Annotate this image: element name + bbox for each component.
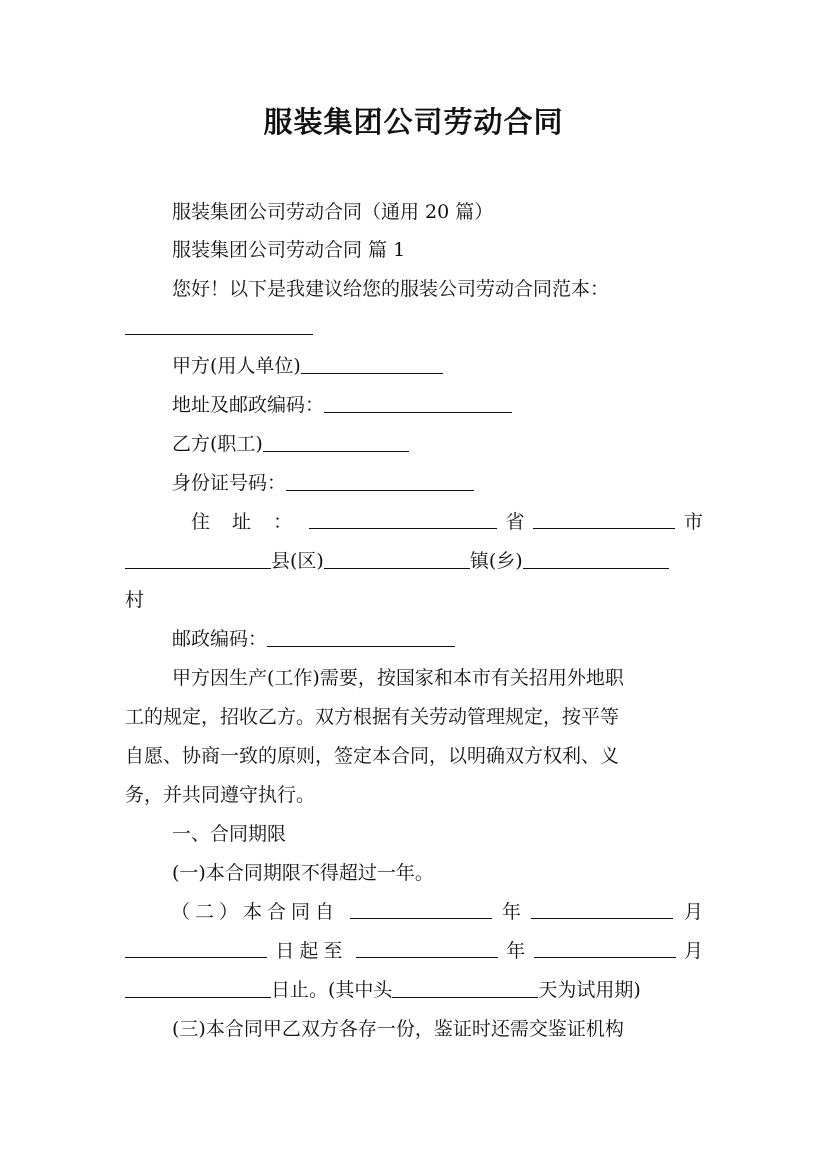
party-b-field[interactable] xyxy=(263,433,409,452)
paragraph-line: 务，并共同遵守执行。 xyxy=(125,784,316,806)
year-label: 年 xyxy=(506,940,526,962)
postcode-field[interactable] xyxy=(267,628,455,647)
document-title: 服装集团公司劳动合同 xyxy=(263,105,564,139)
id-number-field[interactable] xyxy=(286,472,474,491)
party-a-row xyxy=(172,354,703,378)
province-label: 省 xyxy=(505,511,525,533)
term-three: (三)本合同甲乙双方各存一份，鉴证时还需交鉴证机构 xyxy=(172,1018,624,1040)
intro-blank xyxy=(125,315,703,339)
section-title: 服装集团公司劳动合同 篇 1 xyxy=(172,239,406,261)
county-label: 县(区) xyxy=(271,550,324,572)
town-label: 镇(乡) xyxy=(469,550,523,572)
address-post-label: 地址及邮政编码： xyxy=(172,394,325,416)
start-month-field[interactable] xyxy=(531,900,673,919)
year-label: 年 xyxy=(501,901,521,923)
residence-label: 住 址 ： xyxy=(191,511,301,533)
county-field[interactable] xyxy=(125,550,271,569)
town-field[interactable] xyxy=(324,550,470,569)
term-two-row xyxy=(125,900,703,924)
trial-row xyxy=(125,978,703,1002)
trial-label: 天为试用期) xyxy=(538,979,641,1001)
paragraph-line: 工的规定，招收乙方。双方根据有关劳动管理规定，按平等 xyxy=(125,706,620,728)
party-b-row xyxy=(172,432,703,456)
residence-row xyxy=(125,510,703,534)
term-two-end-row xyxy=(125,939,703,963)
end-year-field[interactable] xyxy=(356,939,498,958)
intro-text: 您好！以下是我建议给您的服装公司劳动合同范本： xyxy=(172,278,610,300)
city-label: 市 xyxy=(683,511,703,533)
term-two-start: （二）本合同自 xyxy=(171,901,340,923)
id-number-row xyxy=(172,471,703,495)
month-label: 月 xyxy=(683,940,703,962)
address-post-field[interactable] xyxy=(324,394,512,413)
start-year-field[interactable] xyxy=(350,900,492,919)
address-post-row xyxy=(172,393,703,417)
id-number-label: 身份证号码： xyxy=(172,472,287,494)
province-field[interactable] xyxy=(309,510,497,529)
term-one: (一)本合同期限不得超过一年。 xyxy=(172,862,434,884)
village-field[interactable] xyxy=(523,550,669,569)
city-field[interactable] xyxy=(533,510,675,529)
county-row xyxy=(125,549,703,573)
paragraph-line: 自愿、协商一致的原则，签定本合同，以明确双方权利、义 xyxy=(125,745,620,767)
party-a-label: 甲方(用人单位) xyxy=(172,355,301,377)
paragraph-line: 甲方因生产(工作)需要，按国家和本市有关招用外地职 xyxy=(172,667,624,689)
document-heading: 服装集团公司劳动合同（通用 20 篇） xyxy=(172,201,494,223)
village-label: 村 xyxy=(125,589,145,611)
day-from-label: 日起至 xyxy=(275,940,348,962)
postcode-label: 邮政编码： xyxy=(172,628,268,650)
end-month-field[interactable] xyxy=(534,939,676,958)
day-end-label: 日止。(其中头 xyxy=(271,979,393,1001)
party-b-label: 乙方(职工) xyxy=(172,433,263,455)
party-a-field[interactable] xyxy=(301,355,443,374)
start-day-field[interactable] xyxy=(125,939,267,958)
month-label: 月 xyxy=(683,901,703,923)
postcode-row xyxy=(172,627,703,651)
trial-days-field[interactable] xyxy=(392,979,538,998)
end-day-field[interactable] xyxy=(125,979,271,998)
term-title: 一、合同期限 xyxy=(172,823,287,845)
